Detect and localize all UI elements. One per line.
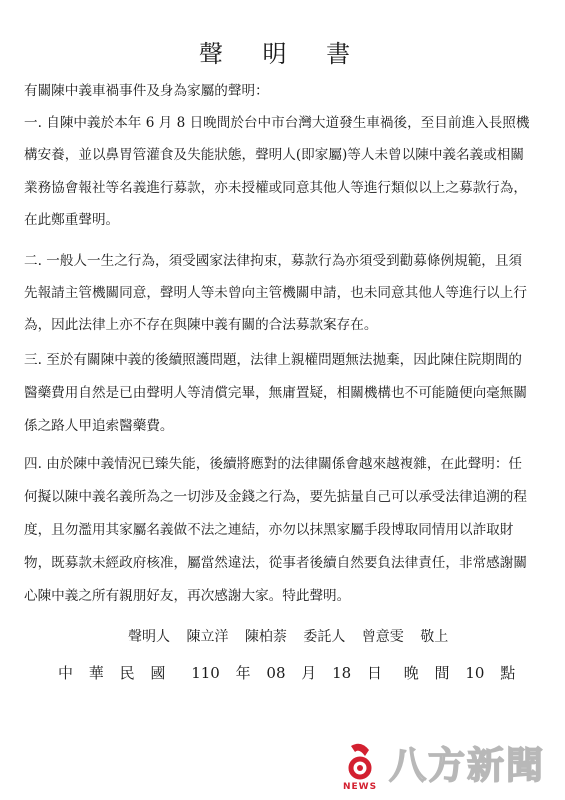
paragraph-4-line-1: 四. 由於陳中義情況已臻失能，後續將應對的法律關係會越來越複雜，在此聲明：任 — [24, 456, 523, 472]
paragraph-4-line-3: 度，且勿濫用其家屬名義做不法之連結，亦勿以抹黑家屬手段博取同情用以詐取財 — [24, 522, 514, 538]
paragraph-1-line-2: 構安養，並以鼻胃管灌食及失能狀態，聲明人(即家屬)等人未曾以陳中義名義或相關 — [24, 147, 524, 163]
paragraph-4-line-2: 何擬以陳中義名義所為之一切涉及金錢之行為，要先掂量自己可以承受法律追溯的程 — [24, 489, 527, 505]
delegator-label: 委託人 — [303, 629, 346, 645]
date-part: 民 — [119, 664, 135, 682]
date-part: 華 — [88, 664, 104, 682]
signer-name: 曾意雯 — [361, 629, 404, 645]
paragraph-1-line-4: 在此鄭重聲明。 — [24, 212, 120, 228]
paragraph-2-line-1: 二. 一般人一生之行為，須受國家法律拘束，募款行為亦須受到勸募條例規範，且須 — [24, 253, 523, 269]
paragraph-3-line-1: 三. 至於有關陳中義的後續照護問題，法律上親權問題無法拋棄，因此陳住院期間的 — [24, 352, 523, 368]
paragraph-2-line-2: 先報請主管機關同意，聲明人等未曾向主管機關申請，也未同意其他人等進行以上行 — [24, 285, 527, 301]
signer-name: 陳柏萘 — [244, 629, 287, 645]
intro-line: 有關陳中義車禍事件及身為家屬的聲明： — [24, 83, 269, 99]
document-title: 聲 明 書 — [198, 40, 367, 68]
date-part: 年 — [235, 664, 251, 682]
date-part: 間 — [434, 664, 450, 682]
date-part: 晚 — [403, 664, 419, 682]
paragraph-3-line-3: 係之路人甲追索醫藥費。 — [24, 418, 174, 434]
date-part: 日 — [366, 664, 382, 682]
signer-label: 聲明人 — [128, 629, 170, 645]
date-part: 18 — [332, 664, 352, 682]
watermark-news-label: NEWS — [343, 782, 378, 792]
date-part: 點 — [500, 664, 516, 682]
paragraph-4-line-4: 物，既募款未經政府核准，屬當然違法，從事者後續自然要負法律責任，非常感謝關 — [24, 555, 527, 571]
paragraph-1-line-3: 業務協會報社等名義進行募款，亦未授權或同意其他人等進行類似以上之募款行為， — [24, 180, 527, 196]
date-part: 國 — [150, 664, 166, 682]
date-part: 110 — [191, 664, 220, 682]
date-part: 月 — [301, 664, 317, 682]
signers-line — [128, 626, 548, 646]
closing-salutation: 敬上 — [420, 629, 449, 645]
date-part: 10 — [465, 664, 485, 682]
paragraph-4-line-5: 心陳中義之所有親朋好友，再次感謝大家。特此聲明。 — [24, 588, 351, 604]
signer-name: 陳立洋 — [186, 629, 229, 645]
paragraph-3-line-2: 醫藥費用自然是已由聲明人等清償完畢，無庸置疑，相關機構也不可能隨便向毫無關 — [24, 385, 527, 401]
paragraph-2-line-3: 為，因此法律上亦不存在與陳中義有關的合法募款案存在。 — [24, 317, 378, 333]
paragraph-1-line-1: 一. 自陳中義於本年 6 月 8 日晚間於台中市台灣大道發生車禍後，至目前進入長照機 — [24, 115, 530, 131]
statement-date — [58, 662, 538, 683]
watermark-brand-text: 八方新聞 — [389, 744, 545, 787]
date-part: 08 — [266, 664, 286, 682]
date-part: 中 — [58, 664, 74, 682]
watermark — [343, 742, 555, 792]
